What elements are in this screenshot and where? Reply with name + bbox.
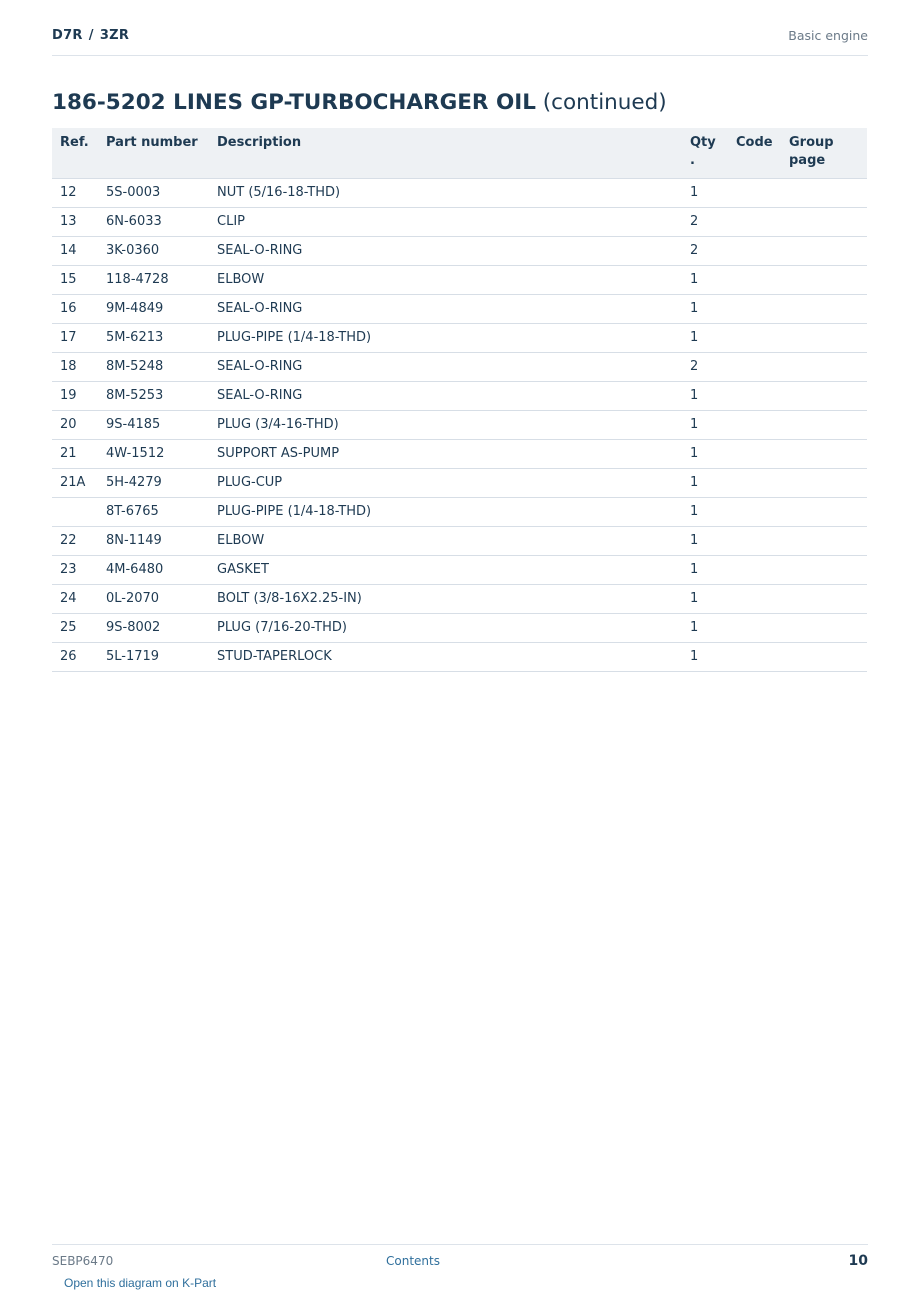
- cell-qty: 1: [682, 179, 728, 208]
- cell-group-page: [781, 411, 867, 440]
- cell-description: PLUG (7/16-20-THD): [209, 614, 682, 643]
- cell-qty: 1: [682, 382, 728, 411]
- cell-description: PLUG-PIPE (1/4-18-THD): [209, 498, 682, 527]
- parts-table: [52, 128, 867, 672]
- kpart-diagram-link[interactable]: Open this diagram on K-Part: [64, 1276, 217, 1290]
- cell-group-page: [781, 469, 867, 498]
- cell-group-page: [781, 295, 867, 324]
- cell-ref: 15: [52, 266, 98, 295]
- cell-part-number: 9S-8002: [98, 614, 209, 643]
- cell-code: [728, 324, 781, 353]
- cell-description: NUT (5/16-18-THD): [209, 179, 682, 208]
- cell-ref: 20: [52, 411, 98, 440]
- cell-group-page: [781, 208, 867, 237]
- table-row: [52, 179, 867, 208]
- cell-part-number: 9S-4185: [98, 411, 209, 440]
- cell-ref: 25: [52, 614, 98, 643]
- cell-qty: 1: [682, 411, 728, 440]
- page-header: [52, 28, 868, 56]
- cell-part-number: 4M-6480: [98, 556, 209, 585]
- page-number: 10: [848, 1253, 868, 1269]
- section-label: Basic engine: [788, 28, 868, 43]
- cell-code: [728, 498, 781, 527]
- cell-part-number: 5L-1719: [98, 643, 209, 672]
- cell-description: SUPPORT AS-PUMP: [209, 440, 682, 469]
- cell-group-page: [781, 179, 867, 208]
- cell-description: SEAL-O-RING: [209, 295, 682, 324]
- cell-code: [728, 266, 781, 295]
- column-header-qty: Qty .: [682, 128, 728, 179]
- table-row: [52, 208, 867, 237]
- cell-qty: 1: [682, 498, 728, 527]
- cell-code: [728, 208, 781, 237]
- cell-description: ELBOW: [209, 266, 682, 295]
- cell-group-page: [781, 237, 867, 266]
- cell-part-number: 9M-4849: [98, 295, 209, 324]
- cell-part-number: 8M-5248: [98, 353, 209, 382]
- cell-description: GASKET: [209, 556, 682, 585]
- cell-qty: 2: [682, 353, 728, 382]
- cell-group-page: [781, 527, 867, 556]
- cell-qty: 1: [682, 266, 728, 295]
- cell-qty: 1: [682, 324, 728, 353]
- cell-ref: 22: [52, 527, 98, 556]
- cell-code: [728, 556, 781, 585]
- cell-ref: 16: [52, 295, 98, 324]
- cell-group-page: [781, 498, 867, 527]
- cell-qty: 1: [682, 469, 728, 498]
- table-row: [52, 353, 867, 382]
- cell-part-number: 3K-0360: [98, 237, 209, 266]
- cell-qty: 1: [682, 614, 728, 643]
- cell-description: STUD-TAPERLOCK: [209, 643, 682, 672]
- cell-description: PLUG-CUP: [209, 469, 682, 498]
- cell-code: [728, 411, 781, 440]
- cell-part-number: 4W-1512: [98, 440, 209, 469]
- table-row: [52, 266, 867, 295]
- cell-code: [728, 295, 781, 324]
- cell-ref: [52, 498, 98, 527]
- cell-description: SEAL-O-RING: [209, 382, 682, 411]
- cell-ref: 24: [52, 585, 98, 614]
- cell-ref: 21: [52, 440, 98, 469]
- cell-part-number: 8T-6765: [98, 498, 209, 527]
- title-main: 186-5202 LINES GP-TURBOCHARGER OIL: [52, 90, 536, 115]
- cell-group-page: [781, 324, 867, 353]
- cell-group-page: [781, 382, 867, 411]
- table-header-row: [52, 128, 867, 179]
- document-id: SEBP6470: [52, 1254, 114, 1268]
- cell-part-number: 0L-2070: [98, 585, 209, 614]
- page-footer: [52, 1244, 868, 1275]
- cell-ref: 18: [52, 353, 98, 382]
- cell-part-number: 8N-1149: [98, 527, 209, 556]
- cell-group-page: [781, 353, 867, 382]
- column-header-group-page: Group page: [781, 128, 867, 179]
- table-body: [52, 179, 867, 672]
- cell-ref: 26: [52, 643, 98, 672]
- cell-group-page: [781, 440, 867, 469]
- page-title: [52, 90, 667, 115]
- cell-part-number: 5M-6213: [98, 324, 209, 353]
- column-header-part-number: Part number: [98, 128, 209, 179]
- table-row: [52, 295, 867, 324]
- cell-qty: 2: [682, 237, 728, 266]
- model-label: D7R: [52, 28, 83, 43]
- cell-code: [728, 643, 781, 672]
- cell-ref: 12: [52, 179, 98, 208]
- column-header-code: Code: [728, 128, 781, 179]
- breadcrumb-separator: /: [88, 28, 94, 43]
- cell-qty: 2: [682, 208, 728, 237]
- table-row: [52, 585, 867, 614]
- table-row: [52, 643, 867, 672]
- cell-ref: 23: [52, 556, 98, 585]
- table-row: [52, 237, 867, 266]
- table-row: [52, 440, 867, 469]
- cell-description: CLIP: [209, 208, 682, 237]
- breadcrumb: [52, 28, 129, 43]
- column-header-description: Description: [209, 128, 682, 179]
- cell-qty: 1: [682, 556, 728, 585]
- cell-code: [728, 440, 781, 469]
- cell-part-number: 6N-6033: [98, 208, 209, 237]
- title-suffix: (continued): [542, 90, 667, 115]
- cell-qty: 1: [682, 295, 728, 324]
- cell-code: [728, 237, 781, 266]
- cell-ref: 21A: [52, 469, 98, 498]
- cell-part-number: 5S-0003: [98, 179, 209, 208]
- cell-group-page: [781, 614, 867, 643]
- table-row: [52, 469, 867, 498]
- cell-group-page: [781, 585, 867, 614]
- serial-label: 3ZR: [99, 28, 130, 43]
- cell-qty: 1: [682, 643, 728, 672]
- table-row: [52, 411, 867, 440]
- table-row: [52, 324, 867, 353]
- cell-qty: 1: [682, 440, 728, 469]
- cell-part-number: 5H-4279: [98, 469, 209, 498]
- cell-code: [728, 469, 781, 498]
- table-row: [52, 614, 867, 643]
- cell-description: PLUG-PIPE (1/4-18-THD): [209, 324, 682, 353]
- cell-ref: 13: [52, 208, 98, 237]
- cell-code: [728, 353, 781, 382]
- cell-ref: 14: [52, 237, 98, 266]
- cell-part-number: 8M-5253: [98, 382, 209, 411]
- cell-ref: 17: [52, 324, 98, 353]
- cell-code: [728, 527, 781, 556]
- cell-group-page: [781, 266, 867, 295]
- column-header-ref: Ref.: [52, 128, 98, 179]
- cell-description: SEAL-O-RING: [209, 237, 682, 266]
- cell-group-page: [781, 643, 867, 672]
- cell-description: SEAL-O-RING: [209, 353, 682, 382]
- contents-link[interactable]: Contents: [386, 1254, 440, 1268]
- cell-code: [728, 179, 781, 208]
- cell-code: [728, 382, 781, 411]
- cell-description: ELBOW: [209, 527, 682, 556]
- cell-ref: 19: [52, 382, 98, 411]
- cell-description: BOLT (3/8-16X2.25-IN): [209, 585, 682, 614]
- table-row: [52, 498, 867, 527]
- cell-qty: 1: [682, 527, 728, 556]
- cell-part-number: 118-4728: [98, 266, 209, 295]
- table-row: [52, 527, 867, 556]
- table-row: [52, 556, 867, 585]
- cell-code: [728, 614, 781, 643]
- cell-code: [728, 585, 781, 614]
- cell-description: PLUG (3/4-16-THD): [209, 411, 682, 440]
- cell-group-page: [781, 556, 867, 585]
- cell-qty: 1: [682, 585, 728, 614]
- table-row: [52, 382, 867, 411]
